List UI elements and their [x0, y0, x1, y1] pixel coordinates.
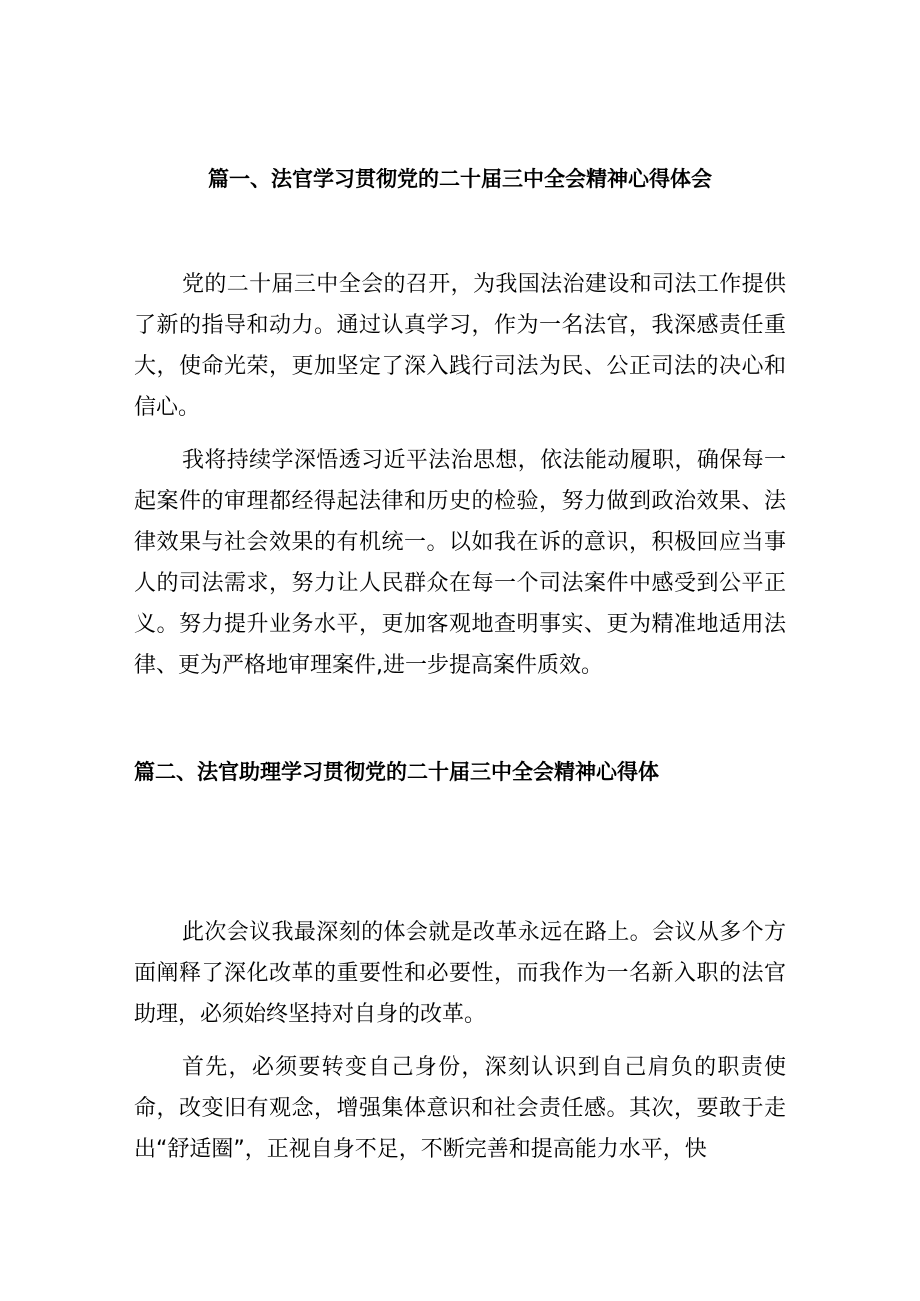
section-2-paragraph-1: 此次会议我最深刻的体会就是改革永远在路上。会议从多个方面阐释了深化改革的重要性和必要性，而我作为一名新入职的法官助理，必须始终坚持对自身的改革。 [134, 920, 786, 1027]
section-1-paragraph-2: 我将持续学深悟透习近平法治思想，依法能动履职，确保每一起案件的审理都经得起法律和历史的检验，努力做到政治效果、法律效果与社会效果的有机统一。以如我在诉的意识，积极回应当事人的司法需求，努力让人民群众在每一个司法案件中感受到公平正义。努力提升业务水平，更加客观地查明事实、更为精准地适用法律、更为严格地审理案件,进一步提高案件质效。 [134, 448, 786, 678]
section-1-heading: 篇一、法官学习贯彻党的二十届三中全会精神心得体会 [208, 167, 712, 191]
section-2-heading: 篇二、法官助理学习贯彻党的二十届三中全会精神心得体 [134, 760, 659, 784]
section-1-paragraph-1: 党的二十届三中全会的召开，为我国法治建设和司法工作提供了新的指导和动力。通过认真学习，作为一名法官，我深感责任重大，使命光荣，更加坚定了深入践行司法为民、公正司法的决心和信心。 [134, 272, 786, 420]
section-2-paragraph-2: 首先，必须要转变自己身份，深刻认识到自己肩负的职责使命，改变旧有观念，增强集体意识和社会责任感。其次，要敢于走出“舒适圈”，正视自身不足，不断完善和提高能力水平，快 [134, 1055, 786, 1162]
